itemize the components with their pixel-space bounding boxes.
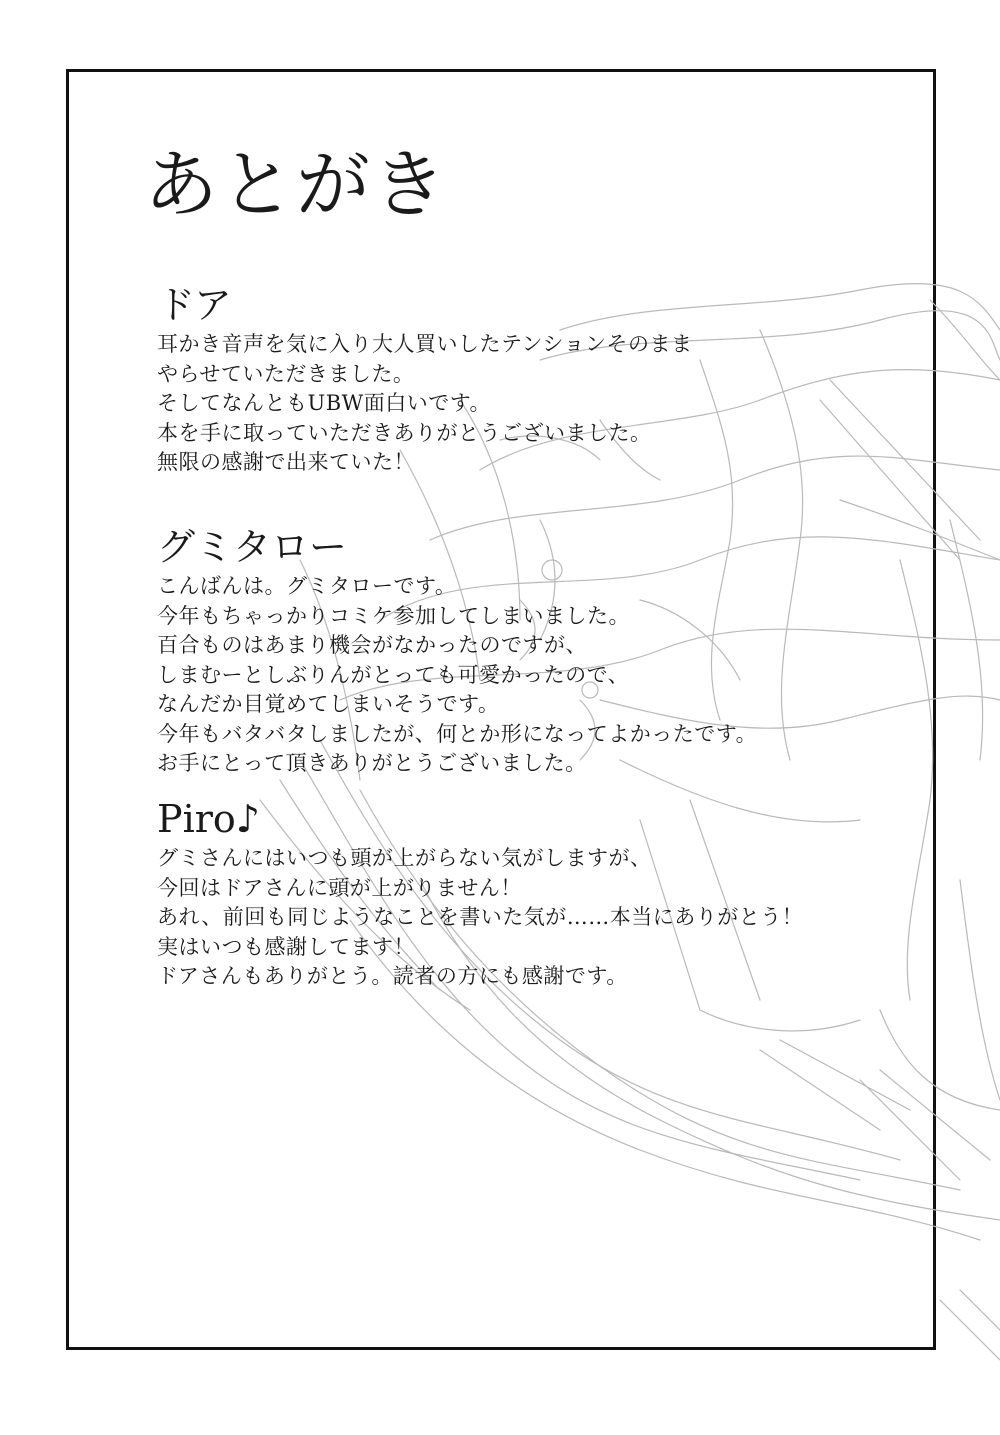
section-body [157, 844, 857, 992]
text-line: なんだか目覚めてしまいそうです。 [157, 692, 500, 716]
text-line: こんばんは。グミタローです。 [157, 574, 457, 598]
text-line: 本を手に取っていただきありがとうございました。 [157, 420, 652, 445]
section-body [157, 572, 857, 779]
text-line: 今年もちゃっかりコミケ参加してしまいました。 [157, 603, 630, 628]
afterword-section-door [157, 283, 857, 478]
section-heading: グミタロー [157, 525, 348, 569]
text-line: 無限の感謝で出来ていた！ [157, 450, 415, 474]
section-body [157, 330, 857, 478]
text-line: 耳かき音声を気に入り大人買いしたテンションそのまま [157, 332, 693, 356]
text-line: グミさんにはいつも頭が上がらない気がしますが、 [157, 846, 652, 870]
text-line: あれ、前回も同じようなことを書いた気が……本当にありがとう！ [157, 905, 804, 929]
text-line: 今回はドアさんに頭が上がりません！ [157, 875, 522, 900]
section-heading: Piro♪ [157, 797, 261, 841]
text-line: そしてなんともUBW面白いです。 [157, 391, 492, 415]
text-line: お手にとって頂きありがとうございました。 [157, 751, 587, 775]
page-title: あとがき [144, 142, 448, 228]
afterword-section-piro [157, 797, 857, 992]
text-line: 実はいつも感謝してます！ [157, 934, 415, 959]
text-line: しまむーとしぶりんがとっても可愛かったので、 [157, 662, 630, 687]
text-line: 百合ものはあまり機会がなかったのですが、 [157, 633, 587, 657]
text-line: やらせていただきました。 [157, 361, 415, 386]
afterword-section-gumitaro [157, 525, 857, 779]
text-line: 今年もバタバタしましたが、何とか形になってよかったです。 [157, 721, 758, 746]
section-heading: ドア [157, 283, 232, 327]
text-line: ドアさんもありがとう。読者の方にも感謝です。 [157, 964, 628, 988]
